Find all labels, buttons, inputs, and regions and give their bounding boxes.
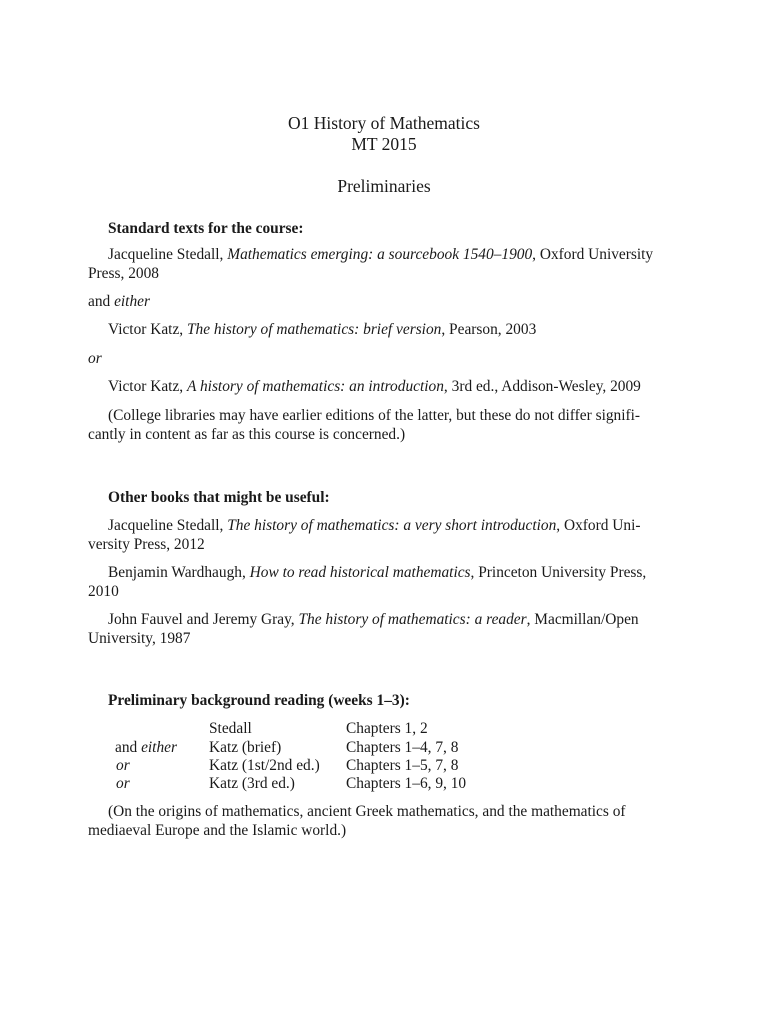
reading-note-line-1: (On the origins of mathematics, ancient Greek mathematics, and the mathematics of (108, 803, 626, 820)
book-title: The history of mathematics: brief version (187, 321, 442, 338)
reading-row-1-book: Stedall (209, 720, 252, 737)
book-title: How to read historical mathematics (249, 564, 471, 581)
other-book-1-line-2: versity Press, 2012 (88, 536, 205, 553)
book-author: John Fauvel and Jeremy Gray, (108, 611, 299, 628)
course-title: O1 History of Mathematics (288, 113, 480, 133)
reading-row-2-chapters: Chapters 1–4, 7, 8 (346, 739, 459, 756)
book-title: The history of mathematics: a very short introduction (227, 517, 557, 534)
book-title: The history of mathematics: a reader (298, 611, 527, 628)
other-book-2-line-2: 2010 (88, 583, 119, 600)
background-reading-heading: Preliminary background reading (weeks 1–3): (108, 692, 410, 709)
book-publisher: , Macmillan/Open (526, 611, 639, 628)
reading-row-4-book: Katz (3rd ed.) (209, 775, 295, 792)
book-publisher: , Oxford Uni- (556, 517, 641, 534)
reading-row-3-book: Katz (1st/2nd ed.) (209, 757, 320, 774)
standard-book-1-line-2: Press, 2008 (88, 265, 159, 282)
standard-texts-heading: Standard texts for the course: (108, 220, 304, 237)
and-either-connector: and either (88, 293, 150, 310)
reading-note-line-2: mediaeval Europe and the Islamic world.) (88, 822, 347, 839)
book-author: Victor Katz, (108, 321, 187, 338)
other-book-3-line-1 (108, 610, 639, 630)
editions-note-line-1: (College libraries may have earlier editions of the latter, but these do not differ signifi- (108, 407, 641, 424)
book-publisher: , Pearson, 2003 (441, 321, 537, 338)
book-publisher: , Oxford University (532, 246, 654, 263)
book-publisher: , 3rd ed., Addison-Wesley, 2009 (443, 378, 641, 395)
editions-note-line-2: cantly in content as far as this course is concerned.) (88, 426, 406, 443)
book-author: Jacqueline Stedall, (108, 517, 228, 534)
standard-book-2 (108, 320, 536, 340)
other-book-3-line-2: University, 1987 (88, 630, 191, 647)
book-title: A history of mathematics: an introduction (187, 378, 444, 395)
reading-row-2-prefix: and either (115, 739, 177, 756)
other-book-2-line-1 (108, 563, 646, 583)
reading-row-3-prefix: or (116, 757, 130, 774)
or-connector: or (88, 350, 102, 367)
other-books-heading: Other books that might be useful: (108, 489, 330, 506)
course-term: MT 2015 (351, 134, 417, 154)
standard-book-3 (108, 377, 641, 397)
book-author: Benjamin Wardhaugh, (108, 564, 250, 581)
book-title: Mathematics emerging: a sourcebook 1540–1900 (227, 246, 533, 263)
reading-row-4-chapters: Chapters 1–6, 9, 10 (346, 775, 467, 792)
section-title: Preliminaries (337, 176, 431, 196)
other-book-1-line-1 (108, 516, 640, 536)
reading-row-3-chapters: Chapters 1–5, 7, 8 (346, 757, 459, 774)
book-author: Jacqueline Stedall, (108, 246, 228, 263)
reading-row-4-prefix: or (116, 775, 130, 792)
standard-book-1-line-1 (108, 245, 653, 265)
reading-row-1-chapters: Chapters 1, 2 (346, 720, 428, 737)
reading-row-2-book: Katz (brief) (209, 739, 282, 756)
book-author: Victor Katz, (108, 378, 187, 395)
book-publisher: , Princeton University Press, (470, 564, 647, 581)
